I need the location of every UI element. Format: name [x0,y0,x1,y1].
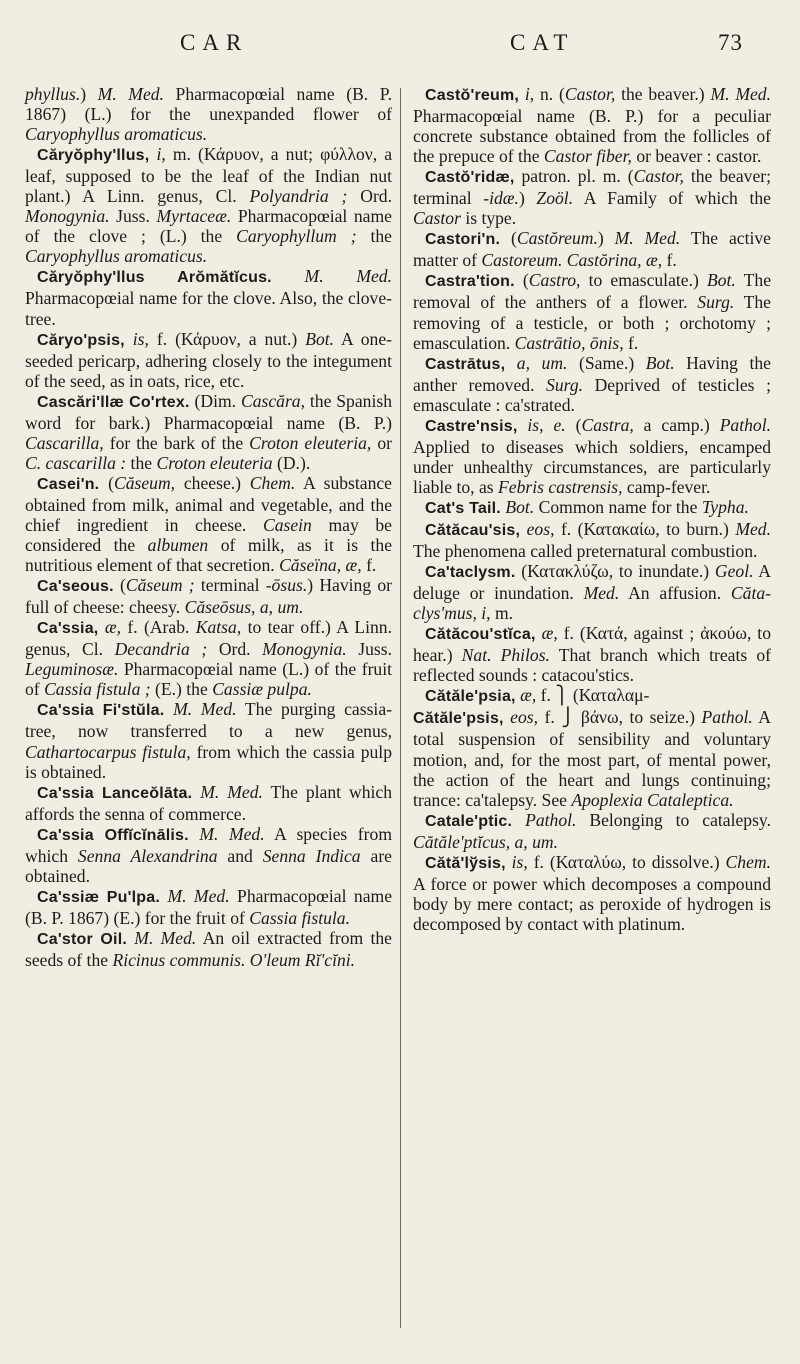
entry-text: f. (Arab. [120,617,196,638]
entry-italic-text: i, [524,84,535,104]
entry-italic-text: Căseïna, æ, [279,555,362,576]
entry-text: a camp.) [633,414,720,435]
entry-text: the [356,226,392,247]
entry-text: The removing of a testicle, or both ; orchotomy ; emasculation. [413,292,771,353]
entry-italic-text: Med. [735,518,771,539]
entry-text: A species from which [25,823,393,866]
entry-text [189,824,200,844]
entry-italic-text: Castro, [528,270,581,291]
column-rule [400,88,401,1328]
entry-text: n. ( [534,84,565,104]
entry-headword: Ca'ssia Offĭcĭnālis. [37,826,189,844]
entry-italic-text: Myrtaceæ. [156,206,232,227]
entry-text: The phenomena called preternatural combustion. [413,541,758,562]
entry-italic-text: Cathartocarpus fistula, [25,741,191,762]
entry-italic-text: albumen [147,535,209,556]
entry-italic-text: Castor [413,208,461,229]
entry-text: The plant which affords the senna of commerce. [25,781,392,824]
entry-text: Belonging to catalepsy. [576,809,771,830]
dictionary-entry [413,497,771,519]
entry-text: and [217,845,263,866]
entry-text: are obtained. [25,845,392,886]
dictionary-entry [413,353,771,415]
entry-text [505,353,517,373]
entry-text [272,266,305,286]
entry-italic-text: Castoreum. [481,250,563,271]
entry-italic-text: is, [132,328,149,349]
entry-italic-text: Căta-clys'mus, i, [413,583,771,624]
entry-italic-text: Cassia fistula ; [44,679,151,700]
entry-headword: Cascări'llæ Co'rtex. [37,393,190,411]
entry-text: for the bark of the [103,432,250,453]
entry-italic-text: M. Med. [134,927,197,948]
entry-text: f. (Καταλύω, to dissolve.) [527,851,726,872]
entry-italic-text: M. Med. [167,885,230,906]
running-head-left: CAR [180,30,249,55]
entry-headword: Căryo'psis, [37,331,125,349]
entry-italic-text: Decandria ; [114,639,208,660]
entry-text: A force or power which decomposes a compound body by mere contact; as peroxide of hydrogen is decomposed by contact with platinum. [413,873,771,934]
entry-text: Pharmacopœial name for the clove. Also, the clove-tree. [25,288,392,329]
entry-headword: Catale'ptic. [425,812,513,830]
entry-italic-text: Castor, [633,166,684,187]
dictionary-entry [413,707,771,809]
entry-italic-text: Monogynia. [25,206,110,227]
entry-text: ) [518,188,537,209]
entry-text [517,415,527,435]
entry-italic-text: is, [511,851,528,872]
entry-text: (E.) the [150,679,213,700]
entry-text [512,810,525,830]
entry-italic-text: -ōsus. [265,575,308,596]
entry-headword: Cătăcou'stĭca, [425,626,536,644]
dictionary-entry [25,824,392,886]
entry-italic-text: Surg. [546,374,584,395]
entry-text: Juss. [109,206,157,227]
entry-italic-text: Căseum, [113,472,176,493]
entry-text: A total suspension of sensibility and voluntary motion, and, for the most part, of mental power, the action of the heart and lungs continuing; trance: ca'talepsy. See [413,707,771,810]
entry-text: A deluge or inundation. [413,561,771,604]
entry-text: ) Having or full of cheese: cheesy. [25,575,393,618]
entry-headword: Cătăcau'sis, [425,521,521,539]
entry-text: A one-seeded pericarp, adhering closely to the integument of the seed, as in oats, rice, etc. [25,328,392,391]
entry-text: camp-fever. [622,476,711,497]
dictionary-entry [413,519,771,561]
entry-text: the Spanish word for bark.) Pharmacopœial name (B. P.) [25,390,392,433]
dictionary-entry [25,886,392,928]
entry-headword: Castra'tion. [425,273,515,291]
entry-text: ) [80,84,98,104]
dictionary-entry [25,575,392,617]
entry-text: Pharmacopœial name (L.) of the fruit of [25,659,392,700]
entry-text: Juss. [346,639,392,660]
entry-text: from which the cassia pulp is obtained. [25,741,392,782]
entry-italic-text: M. Med. [200,781,263,802]
entry-italic-text: Casein [262,514,312,535]
entry-italic-text: Chem. [249,472,296,493]
entry-text: f. ⎫ (Καταλαμ- [536,685,650,706]
entry-text: A Family of which the [573,188,771,209]
entry-text: The purging cassia-tree, now transferred to a new genus, [25,699,392,742]
entry-italic-text: Castrātio, ōnis, [514,332,624,353]
entry-italic-text: eos, [510,707,539,728]
entry-text: Common name for the [534,496,702,517]
entry-headword: Căryŏphy'llus Arŏmătĭcus. [37,269,272,287]
entry-italic-text: Nat. Philos. [461,645,550,666]
entry-text: to emasculate.) [580,270,707,291]
entry-text: patron. pl. m. ( [514,166,634,187]
entry-headword: Ca'ssiæ Pu'lpa. [37,888,161,906]
entry-headword: Castrātus, [425,355,506,373]
entry-text: An affusion. [619,583,731,604]
entry-text: may be considered the [25,514,392,556]
entry-text: ( [565,414,582,435]
entry-italic-text: Castra, [581,414,634,435]
entry-text: terminal [194,575,266,596]
entry-text: Deprived of testicles ; emasculate : ca'strated. [413,374,771,415]
entry-text: (D.). [272,452,311,473]
entry-italic-text: Senna Alexandrina [77,845,218,866]
entry-italic-text: M. Med. [173,699,237,720]
entry-headword: Castre'nsis, [425,417,518,435]
entry-text: m. [490,603,514,624]
entry-headword: Castŏ'reum, [425,87,520,104]
entry-italic-text: a, um. [516,352,568,373]
entry-italic-text: Croton eleuteria [156,452,273,473]
entry-italic-text: Pathol. [701,707,753,728]
entry-text: (Dim. [189,390,241,411]
entry-text: (Κατακλύζω, to inundate.) [515,561,715,582]
entry-text [164,699,173,719]
entry-italic-text: M. Med. [710,84,771,104]
entry-text: the [126,452,157,473]
entry-italic-text: Cassiæ pulpa. [212,679,312,700]
dictionary-entry [25,782,392,824]
entry-italic-text: Zoöl. [536,188,574,209]
entry-italic-text: i, [156,144,166,165]
entry-italic-text: Bot. [305,328,335,349]
dictionary-entry [25,617,392,699]
entry-italic-text: Monogynia. [262,639,347,660]
entry-headword: Castŏ'ridæ, [425,169,515,187]
entry-headword: Ca'ssia, [37,620,99,638]
dictionary-entry [413,166,771,228]
dictionary-entry [25,329,392,391]
entry-text: ( [514,270,529,291]
entry-italic-text: Castŏrina, æ, [566,250,663,271]
page-number: 73 [718,30,743,55]
entry-text: to tear off.) A Linn. genus, Cl. [25,617,392,660]
entry-text: Applied to diseases which soldiers, encamped under unhealthy circumstances, are particularly liable to, as [413,436,771,497]
entry-headword: Ca'seous. [37,578,114,596]
running-head [0,30,800,66]
entry-italic-text: Typha. [701,496,749,517]
entry-italic-text: Cătăle'ptĭcus, a, um. [413,831,558,852]
entry-text: f. ⎭ βάνω, to seize.) [538,707,702,728]
entry-headword: Cătăle'psia, [425,688,516,706]
entry-text: Pharmacopœial name of the clove ; (L.) the [25,206,392,247]
dictionary-entry [25,473,392,575]
entry-italic-text: Căseōsus, a, um. [184,597,304,618]
entry-italic-text: Caryophyllum ; [236,226,357,247]
dictionary-entry [413,685,771,707]
entry-text: of milk, as it is the nutritious element of that secretion. [25,535,392,576]
entry-text: cheese.) [175,472,250,493]
entry-text: An oil extracted from the seeds of the [25,927,392,970]
entry-headword: Căryŏphy'llus, [37,147,150,165]
dictionary-entry [413,84,771,166]
entry-italic-text: Leguminosæ. [25,659,119,680]
entry-italic-text: Cascăra, [240,390,305,411]
dictionary-entry [413,852,771,934]
entry-italic-text: Polyandria ; [249,186,348,207]
entry-italic-text: M. Med. [199,823,265,844]
left-column [25,84,392,970]
entry-headword: Cătă'lўsis, [425,854,506,872]
entry-text: (Same.) [567,352,646,373]
entry-italic-text: Senna Indica [262,845,361,866]
entry-headword: Ca'taclysm. [425,564,516,582]
entry-italic-text: Katsa, [195,617,242,638]
entry-italic-text: æ, [541,623,558,644]
entry-text: or [371,432,392,453]
entry-headword: Ca'ssia Fi'stŭla. [37,702,165,720]
dictionary-entry [413,415,771,497]
entry-text: Ord. [207,639,263,660]
entry-headword: Cătăle'psis, [413,710,504,728]
entry-italic-text: Bot. [645,352,675,373]
entry-italic-text: Cascarilla, [25,432,104,453]
entry-italic-text: Ricinus communis. [112,949,246,970]
dictionary-entry [25,84,392,144]
entry-text: f. (Κατακαίω, to burn.) [554,518,736,539]
right-column [413,84,771,934]
entry-text: Pharmacopœial name (B. P. 1867) (E.) for the fruit of [25,885,392,928]
entry-text: the beaver; terminal [413,166,772,209]
entry-italic-text: O'leum Rĭ'cĭni. [249,949,356,970]
entry-text: the beaver.) [615,84,711,104]
entry-headword: Ca'ssia Lanceŏlāta. [37,784,193,802]
entry-italic-text: Caryophyllus aromaticus. [25,124,208,145]
entry-italic-text: -idæ. [483,188,519,209]
entry-italic-text: Castor fiber, [543,146,632,167]
entry-text: Pharmacopœial name (B. P. 1867) (L.) for the unexpanded flower of [25,84,393,125]
entry-text: The active matter of [413,228,771,271]
entry-text: Ord. [347,186,392,207]
entry-italic-text: Geol. [714,561,754,582]
entry-headword: Cat's Tail. [425,499,501,517]
dictionary-entry [25,928,392,970]
entry-italic-text: eos, [526,518,555,539]
entry-text: ( [500,228,517,249]
entry-text: f. (Κατά, against ; ἀκούω, to hear.) [413,623,771,666]
entry-italic-text: Med. [583,583,620,604]
entry-italic-text: C. cascarilla : [25,452,127,473]
entry-italic-text: Croton eleuteria, [249,432,372,453]
entry-headword: Ca'stor Oil. [37,930,127,948]
entry-italic-text: æ, [104,617,121,638]
entry-italic-text: Surg. [697,292,735,313]
entry-headword: Castori'n. [425,231,501,249]
entry-text: is type. [460,208,517,229]
entry-italic-text: Apoplexia Cataleptica. [571,789,734,810]
entry-italic-text: Castor, [564,84,616,104]
entry-italic-text: Febris castrensis, [498,476,623,497]
entry-text: That branch which treats of reflected sounds : catacou'stics. [413,645,771,686]
entry-text: ) [597,228,615,249]
entry-italic-text: Castŏreum. [516,228,598,249]
entry-text: f. [662,250,677,271]
dictionary-entry [413,810,771,852]
entry-italic-text: Cassia fistula. [249,907,350,928]
entry-italic-text: Bot. [706,270,736,291]
entry-text: f. [361,555,377,576]
entry-italic-text: is, e. [527,414,566,435]
dictionary-entry [25,266,392,328]
entry-text: ( [99,472,114,493]
entry-italic-text: M. Med. [304,266,392,287]
entry-italic-text: phyllus. [25,84,81,104]
entry-text: f. [623,332,639,353]
entry-italic-text: M. Med. [614,228,681,249]
dictionary-entry [413,228,771,270]
entry-italic-text: Caryophyllus aromaticus. [25,246,208,267]
entry-text: ( [113,575,126,596]
dictionary-entry [25,144,392,266]
entry-italic-text: Pathol. [525,809,577,830]
entry-text: A substance obtained from milk, animal and vegetable, and the chief ingredient in cheese. [25,472,392,535]
dictionary-entry [413,561,771,623]
entry-italic-text: æ, [520,685,537,706]
dictionary-entry [25,699,392,781]
entry-text [125,329,133,349]
running-head-right: CAT [510,30,575,55]
entry-italic-text: M. Med. [97,84,164,104]
entry-text: Having the anther removed. [413,352,771,395]
entry-text: f. (Κάρυον, a nut.) [148,328,306,349]
entry-text: The removal of the anthers of a flower. [413,270,772,313]
dictionary-entry [25,391,392,473]
entry-italic-text: Bot. [505,496,535,517]
entry-headword: Casei'n. [37,475,100,493]
entry-text: m. (Κάρυον, a nut; φύλλον, a leaf, supposed to be the leaf of the Indian nut plant.) A Linn. genus, Cl. [25,144,393,207]
entry-text: or beaver : castor. [631,146,762,167]
entry-italic-text: Pathol. [719,414,771,435]
dictionary-entry [413,623,771,685]
dictionary-entry [413,270,771,352]
entry-text: Pharmacopœial name (B. P.) for a peculiar concrete substance obtained from the follicles of the prepuce of the [413,106,771,167]
entry-italic-text: Chem. [725,851,771,872]
entry-italic-text: Căseum ; [125,575,195,596]
